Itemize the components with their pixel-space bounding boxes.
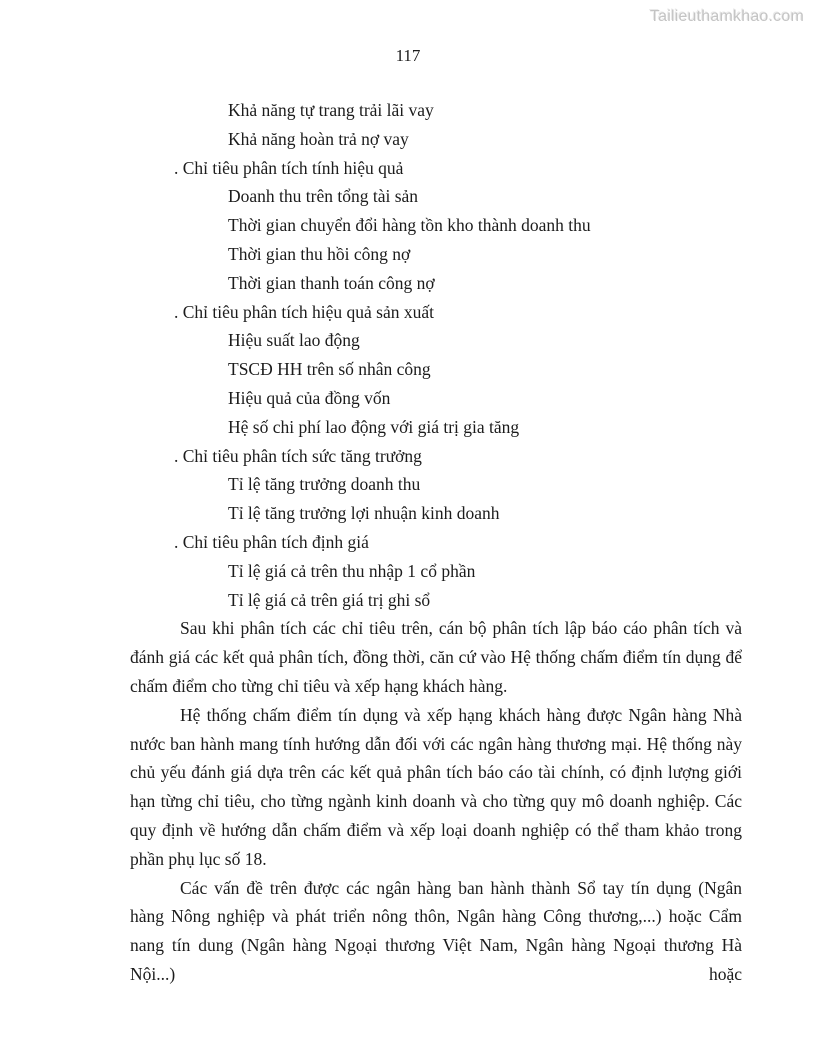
list-item-line: Hệ số chi phí lao động với giá trị gia tăng xyxy=(228,416,520,437)
list-item-line: Tỉ lệ giá cả trên thu nhập 1 cổ phần xyxy=(228,560,476,581)
paragraph: Sau khi phân tích các chỉ tiêu trên, cán bộ phân tích lập báo cáo phân tích và đánh giá các kết quả phân tích, đồng thời, căn cứ vào Hệ thống chấm điểm tín dụng để chấm điểm cho từng chỉ tiêu và xếp hạng khách hàng. xyxy=(130,618,742,696)
indicator-list xyxy=(130,96,742,614)
list-category-line: . Chỉ tiêu phân tích định giá xyxy=(174,531,369,552)
list-item-line: Hiệu quả của đồng vốn xyxy=(228,387,391,408)
list-item-line: Hiệu suất lao động xyxy=(228,330,360,351)
list-item-line: Khả năng hoàn trả nợ vay xyxy=(228,128,409,149)
watermark-text: Tailieuthamkhao.com xyxy=(649,8,804,25)
list-item-line: Khả năng tự trang trải lãi vay xyxy=(228,100,434,120)
list-item-line: Tỉ lệ giá cả trên giá trị ghi sổ xyxy=(228,589,431,610)
list-item-line: Doanh thu trên tổng tài sản xyxy=(228,186,419,207)
list-item-line: Thời gian thanh toán công nợ xyxy=(228,272,435,293)
document-content xyxy=(130,96,742,989)
list-category-line: . Chỉ tiêu phân tích tính hiệu quả xyxy=(174,157,404,178)
body-paragraphs xyxy=(130,614,742,988)
list-item-line: TSCĐ HH trên số nhân công xyxy=(228,359,431,380)
list-item-line: Thời gian thu hồi công nợ xyxy=(228,243,411,264)
list-item-line: Tỉ lệ tăng trưởng doanh thu xyxy=(228,474,421,495)
paragraph: Hệ thống chấm điểm tín dụng và xếp hạng khách hàng được Ngân hàng Nhà nước ban hành mang tính hướng dẫn đối với các ngân hàng thương mại. Hệ thống này chủ yếu đánh giá dựa trên các kết quả phân tích báo cáo tài chính, có định lượng giới hạn từng chỉ tiêu, cho từng ngành kinh doanh và cho từng quy mô doanh nghiệp. Các quy định về hướng dẫn chấm điểm và xếp loại doanh nghiệp có thể tham khảo trong phần phụ lục số 18. xyxy=(130,704,742,869)
list-item-line: Tỉ lệ tăng trưởng lợi nhuận kinh doanh xyxy=(228,503,500,524)
page-number: 117 xyxy=(395,46,421,65)
list-category-line: . Chỉ tiêu phân tích hiệu quả sản xuất xyxy=(174,301,435,322)
list-category-line: . Chỉ tiêu phân tích sức tăng trưởng xyxy=(174,445,422,466)
list-item-line: Thời gian chuyển đổi hàng tồn kho thành doanh thu xyxy=(228,215,591,236)
paragraph: Các vấn đề trên được các ngân hàng ban hành thành Sổ tay tín dụng (Ngân hàng Nông nghiệp và phát triển nông thôn, Ngân hàng Công thương,...) hoặc Cẩm nang tín dung (Ngân hàng Ngoại thương Việt Nam, Ngân hàng Ngoại thương Hà Nội...) hoặc xyxy=(130,877,742,984)
